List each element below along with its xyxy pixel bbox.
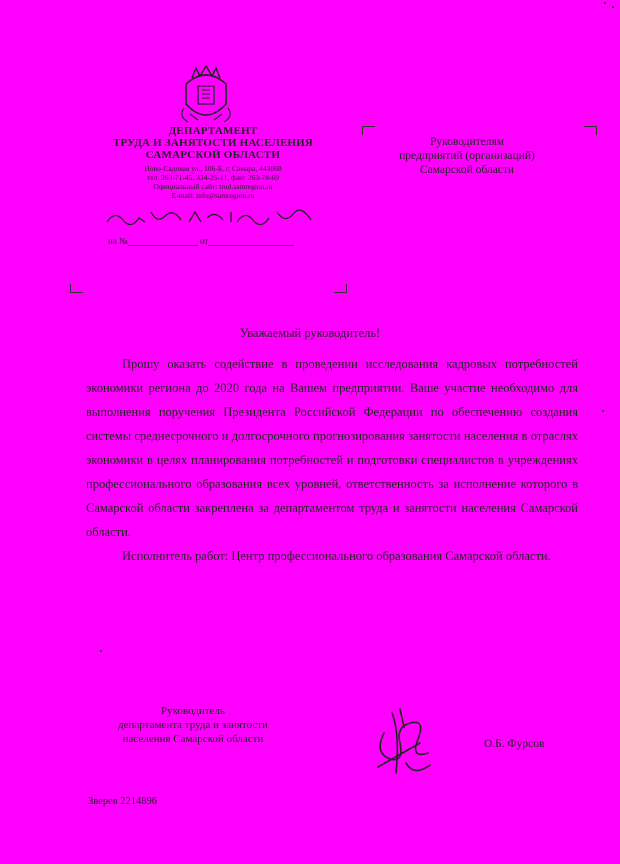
letter-body [86, 352, 578, 568]
addressee-line-1: Руководителям [429, 136, 505, 148]
greeting: Уважаемый руководитель! [239, 326, 381, 340]
body-paragraph-2: Исполнитель работ: Центр профессионального образования Самарской области. [122, 549, 551, 563]
coat-of-arms-icon [178, 64, 234, 128]
signatory-position-line-3: населения Самарской области [122, 733, 264, 745]
executor-contact: Зверев 2214896 [88, 796, 158, 807]
registration-stamp [105, 208, 317, 226]
body-paragraph-1: Прошу оказать содействие в проведении исследования кадровых потребностей экономики региона до 2020 года на Вашем предприятии. Ваше участие необходимо для выполнения поручения Президента Российской Федерации по обеспечению создания системы среднесрочного и долгосрочного прогнозирования занятости населения в отраслях экономики в целях планирования потребностей и подготовки специалистов в учреждениях профессионального образования всех уровней, ответственность за исполнение которого в Самарской области закреплена за департаментом труда и занятости населения Самарской области. [86, 357, 578, 539]
scan-speck [100, 650, 102, 652]
signatory-position-line-1: Руководитель [161, 705, 225, 717]
addressee-line-3: Самарской области [419, 164, 515, 176]
scan-speck [612, 6, 614, 8]
department-website: Официальный сайт: trud.samregion.ru [153, 182, 273, 191]
signer-name: О.Б. Фурсов [484, 738, 545, 750]
signatory-position-line-2: департамента труда и занятости [118, 719, 268, 731]
letterhead [78, 125, 348, 200]
signature-title-block [82, 704, 304, 746]
department-line-2: ТРУДА И ЗАНЯТОСТИ НАСЕЛЕНИЯ [112, 137, 314, 149]
addressee-corner-tr [584, 126, 597, 135]
addressee-block [362, 135, 572, 177]
reference-number-line [108, 236, 318, 246]
handwritten-signature [370, 703, 442, 783]
reference-date-label: от [199, 236, 209, 246]
reference-number-label: на № [108, 236, 128, 246]
letterhead-corner-br [334, 284, 347, 293]
department-phone: тел. 263-71-45, 334-25-11, факс 263-78-69 [147, 173, 279, 182]
addressee-corner-tl [362, 126, 375, 135]
department-email: E-mail: info@samregion.ru [171, 191, 255, 200]
department-address: Ново-Садовая ул., 106-Б, г. Самара, 443068 [144, 164, 282, 173]
scan-speck [604, 2, 606, 4]
department-line-3: САМАРСКОЙ ОБЛАСТИ [145, 149, 281, 161]
scan-speck [602, 410, 604, 412]
department-line-1: ДЕПАРТАМЕНТ [168, 125, 258, 137]
letterhead-corner-bl [70, 284, 83, 293]
addressee-line-2: предприятий (организаций) [399, 150, 535, 162]
